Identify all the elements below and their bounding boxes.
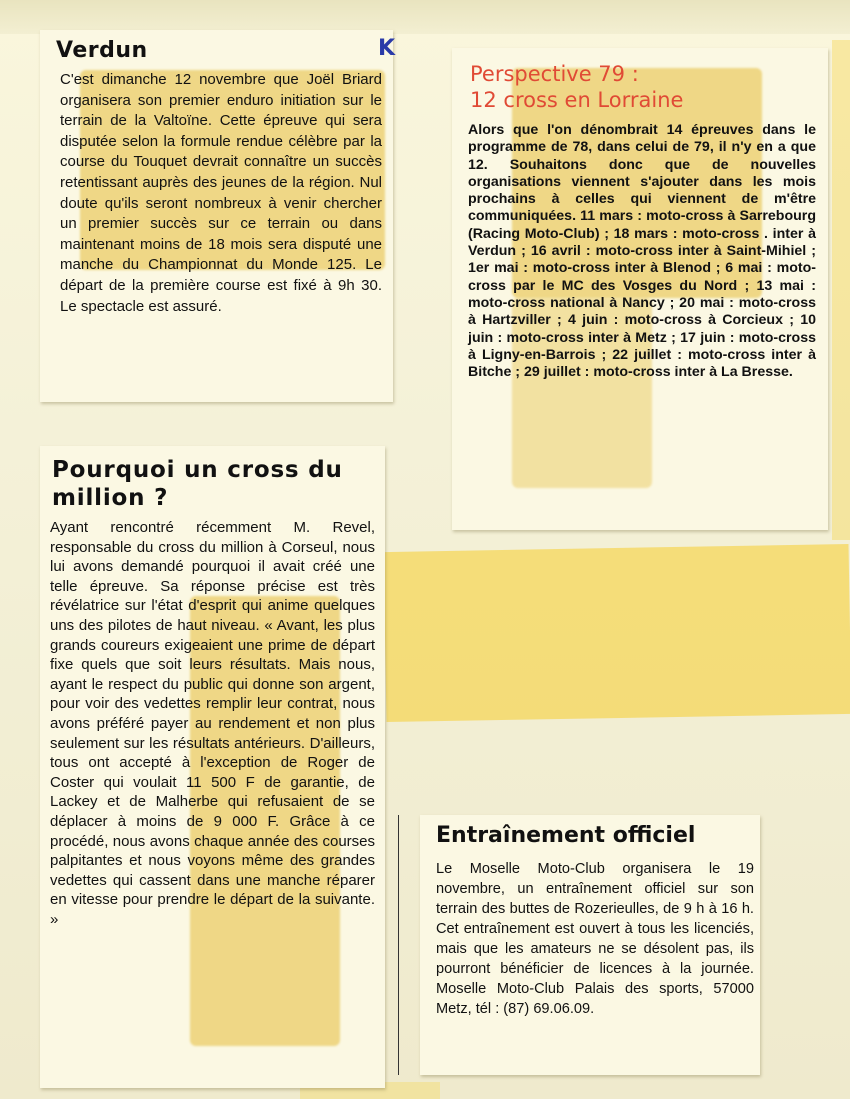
- verdun-clipping: [40, 30, 396, 402]
- entrainement-title: Entraînement officiel: [436, 823, 696, 848]
- million-article-text: Ayant rencontré récemment M. Revel, responsable du cross du million à Corseul, nous lui avons demandé pourquoi il avait créé une telle épreuve. Sa réponse précise est très révélatrice sur l'état d'esprit qui anime quelques uns des pilotes de haut niveau. « Avant, les plus grands coureurs exigeaient une prime de départ fixe quels que soit leurs résultats. Mais nous, ayant le respect du public qui donne son argent, pour voir des vedettes remplir leur contrat, nous avons préféré payer au rendement et non plus seulement sur les résultats antérieurs. D'ailleurs, tous ont accepté à l'exception de Roger de Coster qui voulait 11 500 F de garantie, de Lackey et de Malherbe qui refusaient de se déplacer à moins de 9 000 F. Grâce à ce procédé, nous avons chaque année des courses palpitantes et nous voyons même des grandes vedettes qui cassent dans une manche réparer en vitesse pour prendre le départ de la suivante. »: [50, 519, 375, 928]
- perspective-title-line2: 12 cross en Lorraine: [470, 88, 684, 112]
- entrainement-clipping: [420, 815, 760, 1075]
- page-top-edge: [0, 0, 850, 34]
- million-clipping: [40, 446, 385, 1088]
- perspective-clipping: [452, 48, 828, 530]
- tape-center: [384, 544, 850, 722]
- perspective-article-text: Alors que l'on dénombrait 14 épreuves dans le programme de 78, dans celui de 79, il n'y en a que 12. Souhaitons donc que de nouvelles organisations viennent s'ajouter dans les mois prochains à celles qui viennent de m'être communiquées. 11 mars : moto-cross à Sarrebourg (Racing Moto-Club) ; 18 mars : moto-cross . inter à Verdun ; 16 avril : moto-cross inter à Saint-Mihiel ; 1er mai : moto-cross inter à Blenod ; 6 mai : moto-cross par le MC des Vosges du Nord ; 13 mai : moto-cross national à Nancy ; 20 mai : moto-cross à Hartzviller ; 4 juin : moto-cross à Corcieux ; 10 juin : moto-cross inter à Metz ; 17 juin : moto-cross à Ligny-en-Barrois ; 22 juillet : moto-cross inter à Bitche ; 29 juillet : moto-cross inter à La Bresse.: [468, 122, 816, 381]
- handwritten-k-mark: K: [378, 36, 396, 61]
- perspective-title-line1: Perspective 79 :: [470, 62, 639, 86]
- million-title: Pourquoi un cross du million ?: [52, 457, 343, 511]
- column-rule: [398, 815, 399, 1075]
- verdun-title: Verdun: [56, 38, 148, 63]
- entrainement-article-text: Le Moselle Moto-Club organisera le 19 novembre, un entraînement officiel sur son terrain des buttes de Rozerieulles, de 9 h à 16 h. Cet entraînement est ouvert à tous les licenciés, mais que les amateurs ne se désolent pas, ils pourront bénéficier de licences à la journée. Moselle Moto-Club Palais des sports, 57000 Metz, tél : (87) 69.06.09.: [436, 861, 754, 1017]
- tape-right-edge: [832, 40, 850, 540]
- verdun-article-text: C'est dimanche 12 novembre que Joël Briard organisera son premier enduro initiation sur le terrain de la Valtoïne. Cette épreuve qui sera disputée selon la formule rendue célèbre par la course du Touquet devrait connaître un succès retentissant auprès des jeunes de la région. Nul doute qu'ils seront nombreux à venir chercher un premier succès sur ce terrain ou dans maintenant moins de 18 mois sera disputé une manche du Championnat du Monde 125. Le départ de la première course est fixé à 9h 30. Le spectacle est assuré.: [60, 71, 382, 315]
